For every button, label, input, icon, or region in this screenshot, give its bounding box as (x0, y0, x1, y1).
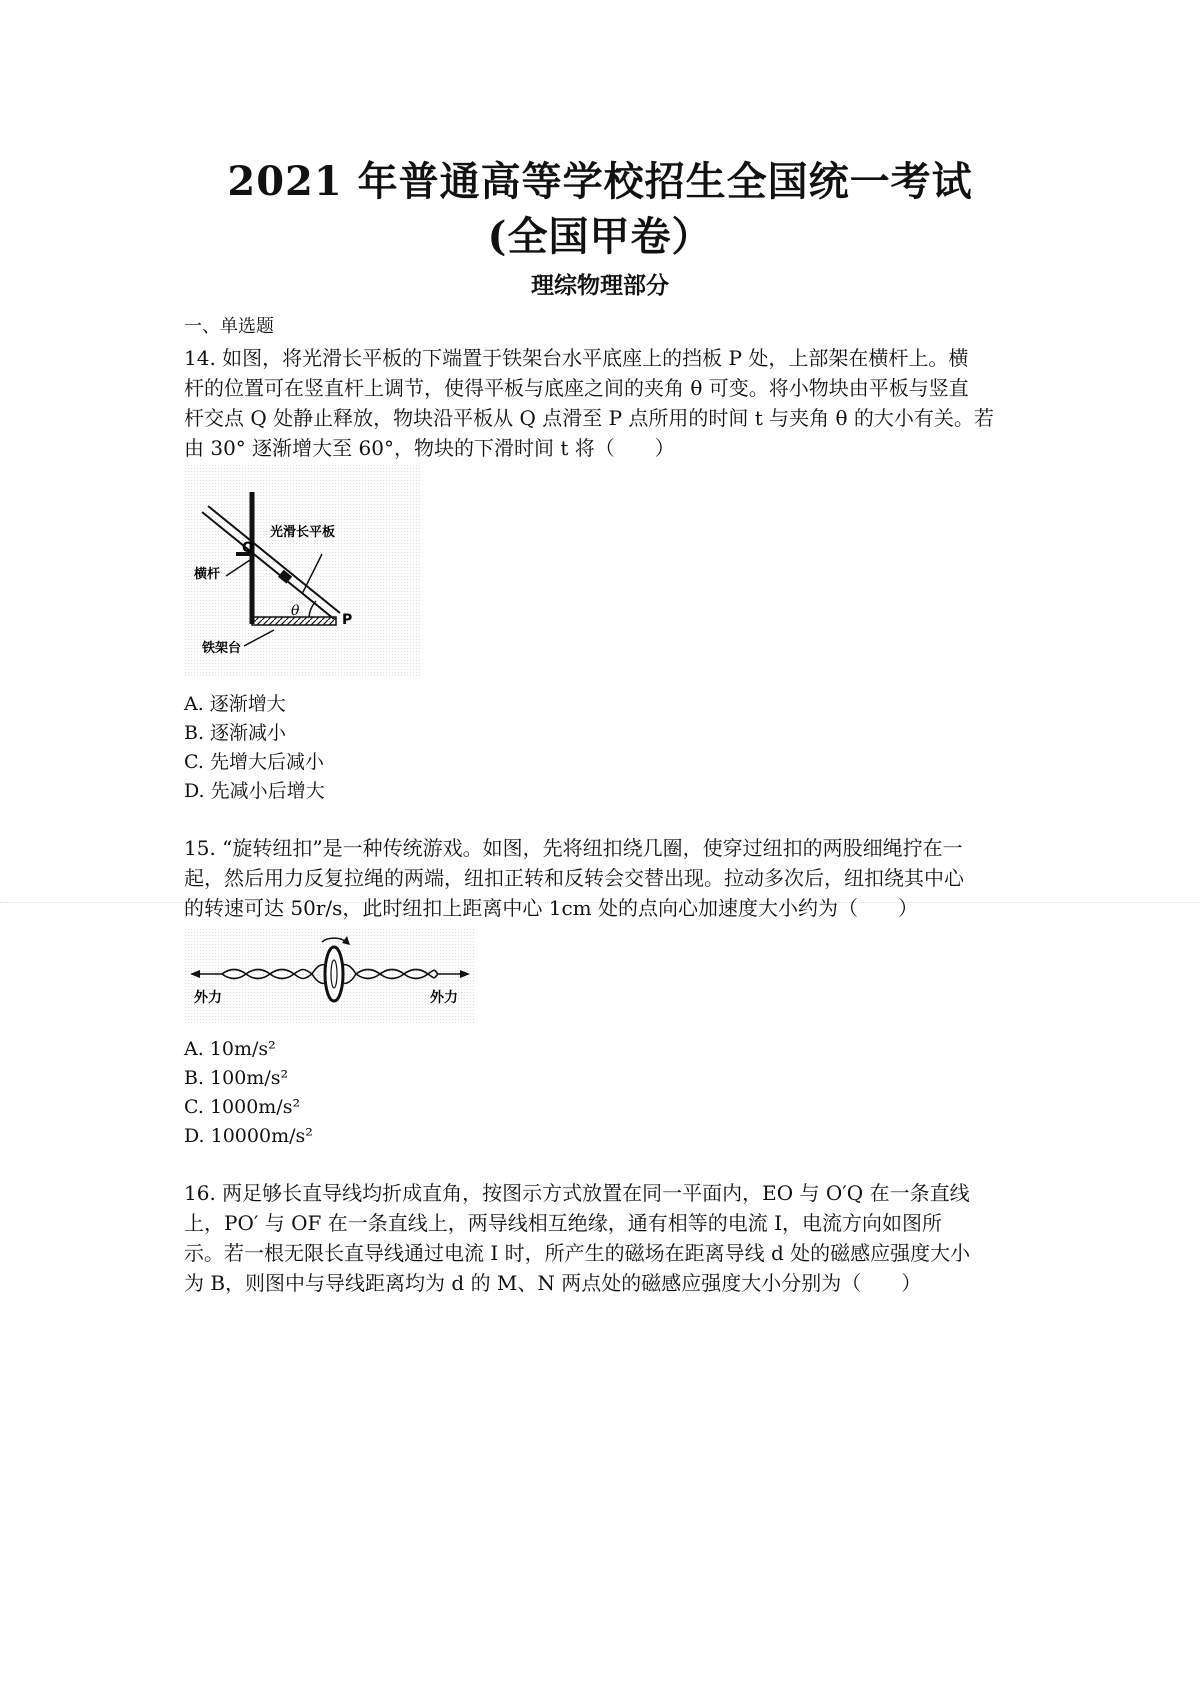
label-board: 光滑长平板 (270, 525, 336, 540)
button-disc (325, 947, 343, 1001)
label-force-left: 外力 (194, 990, 222, 1006)
q14-line: 由 30° 逐渐增大至 60°，物块的下滑时间 t 将（ ） (184, 436, 675, 460)
q15-option-d: D. 10000m/s² (184, 1125, 313, 1147)
label-force-right: 外力 (430, 990, 458, 1006)
q15-option-c: C. 1000m/s² (184, 1096, 301, 1118)
q15-figure (184, 928, 476, 1024)
q15-option-b: B. 100m/s² (184, 1067, 289, 1089)
label-bar: 横杆 (194, 567, 221, 582)
q14-figure (184, 464, 420, 676)
q16-line: 上，PO′ 与 OF 在一条直线上，两导线相互绝缘，通有相等的电流 I，电流方向如图所 (184, 1211, 942, 1235)
label-stand: 铁架台 (202, 641, 242, 656)
q14-option-a: A. 逐渐增大 (184, 693, 286, 715)
exam-title-line1: 2021 年普通高等学校招生全国统一考试 (227, 158, 973, 205)
label-theta: θ (291, 603, 300, 619)
label-p: P (342, 612, 353, 628)
q14-line: 杆交点 Q 处静止释放，物块沿平板从 Q 点滑至 P 点所用的时间 t 与夹角 θ 的大小有关。若 (184, 406, 994, 430)
section-subtitle: 理综物理部分 (531, 273, 669, 299)
q16-line: 示。若一根无限长直导线通过电流 I 时，所产生的磁场在距离导线 d 处的磁感应强度大小 (184, 1241, 971, 1265)
q15-option-a: A. 10m/s² (184, 1038, 276, 1060)
label-q: Q (242, 540, 254, 556)
section-label: 一、单选题 (184, 316, 274, 337)
q14-option-d: D. 先减小后增大 (184, 780, 325, 802)
q16-line: 16. 两足够长直导线均折成直角，按图示方式放置在同一平面内，EO 与 O′Q 在一条直线 (184, 1181, 970, 1205)
q16-line: 为 B，则图中与导线距离均为 d 的 M、N 两点处的磁感应强度大小分别为（ ） (184, 1271, 922, 1295)
q15-line: 的转速可达 50r/s，此时纽扣上距离中心 1cm 处的点向心加速度大小约为（ ） (184, 896, 918, 920)
q15-line: 起，然后用力反复拉绳的两端，纽扣正转和反转会交替出现。拉动多次后，纽扣绕其中心 (184, 866, 964, 890)
q14-option-c: C. 先增大后减小 (184, 751, 324, 773)
q15-line: 15. “旋转纽扣”是一种传统游戏。如图，先将纽扣绕几圈，使穿过纽扣的两股细绳拧在一 (184, 836, 963, 860)
q14-option-b: B. 逐渐减小 (184, 722, 287, 744)
q14-line: 杆的位置可在竖直杆上调节，使得平板与底座之间的夹角 θ 可变。将小物块由平板与竖直 (184, 376, 969, 400)
q14-line: 14. 如图，将光滑长平板的下端置于铁架台水平底座上的挡板 P 处，上部架在横杆上。横 (184, 346, 969, 370)
exam-title-line2: (全国甲卷） (487, 213, 713, 260)
